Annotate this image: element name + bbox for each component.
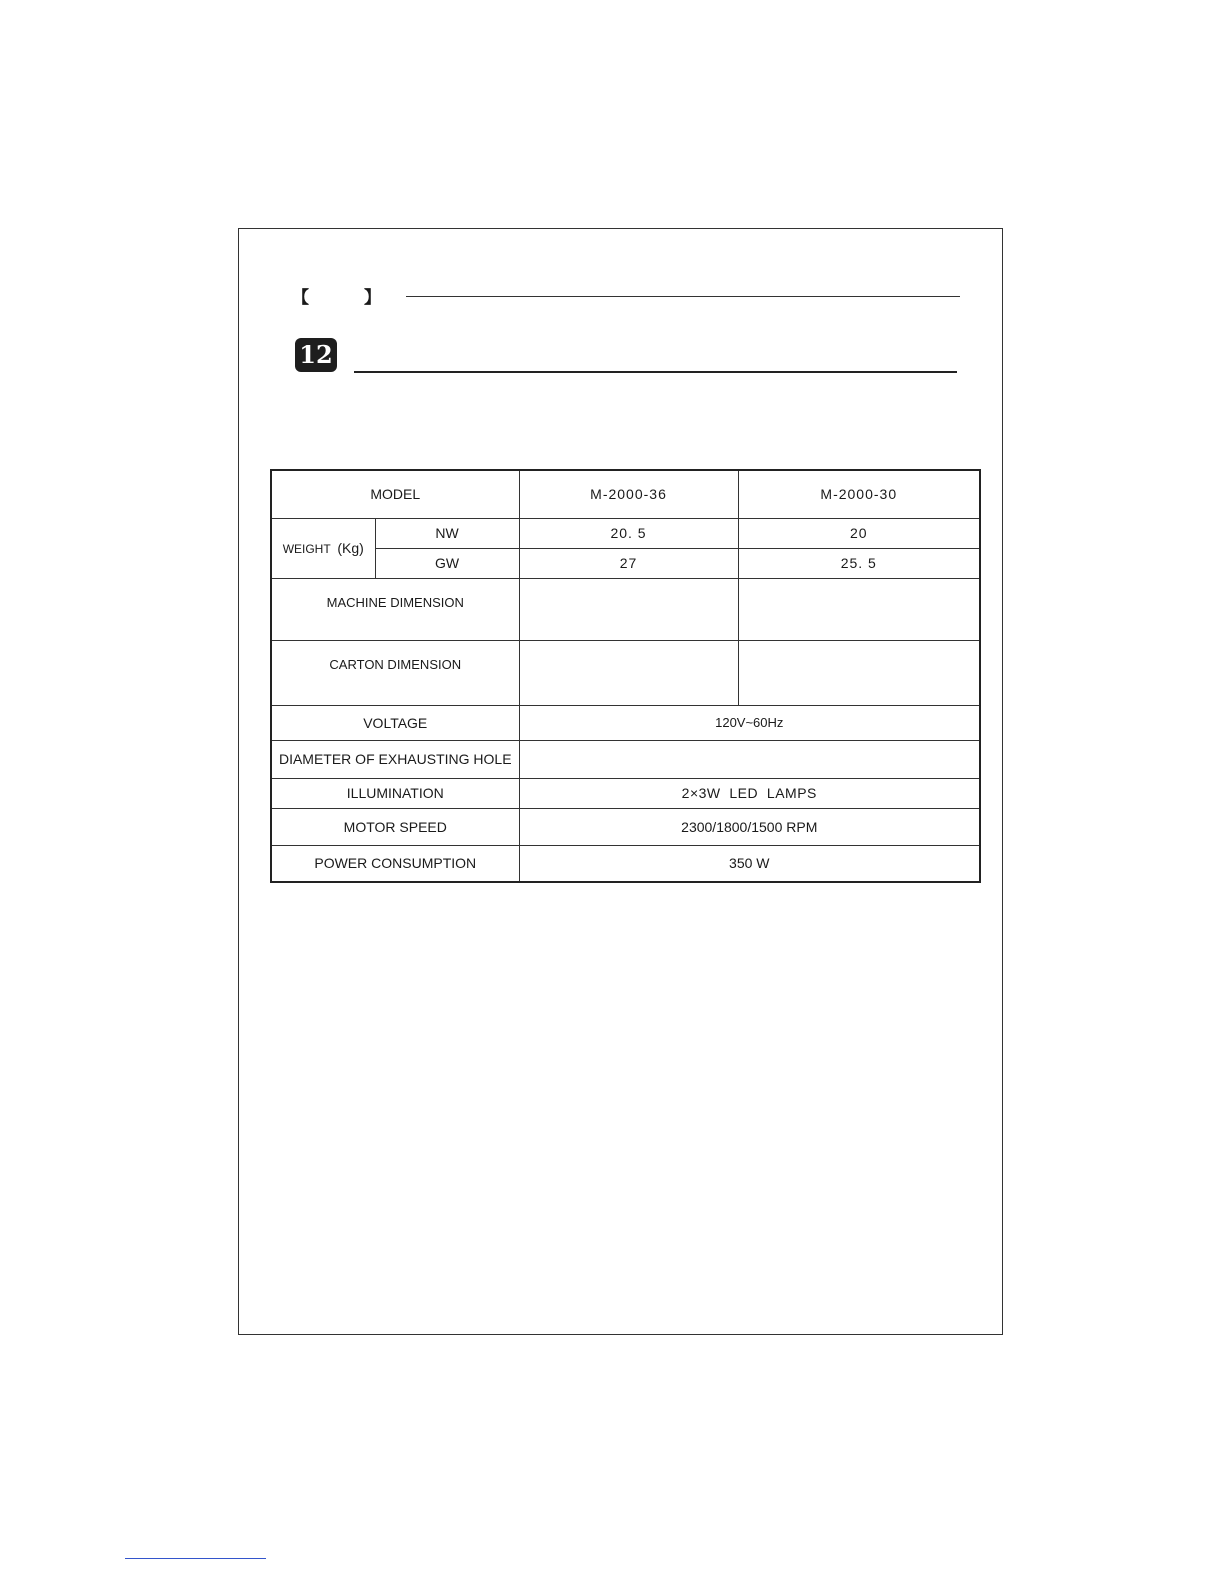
section-title-rule — [354, 371, 957, 373]
header-bracket-close: 】 — [364, 288, 381, 308]
illumination-value: 2×3W LED LAMPS — [519, 778, 980, 808]
spec-table — [270, 469, 981, 883]
weight-unit: (Kg) — [337, 540, 364, 556]
exhaust-hole-label: DIAMETER OF EXHAUSTING HOLE — [271, 740, 519, 778]
footnote-link-rule — [125, 1558, 266, 1559]
voltage-value: 120V~60Hz — [519, 705, 980, 740]
table-row-exhaust-hole — [271, 740, 980, 778]
voltage-label: VOLTAGE — [271, 705, 519, 740]
table-row-nw — [271, 518, 980, 548]
table-row-gw — [271, 548, 980, 578]
exhaust-hole-value — [519, 740, 980, 778]
machine-dimension-value-2 — [738, 578, 980, 640]
model-value-2: M-2000-30 — [738, 470, 980, 518]
table-row-voltage — [271, 705, 980, 740]
table-row-model — [271, 470, 980, 518]
table-row-machine-dimension — [271, 578, 980, 640]
motor-speed-value: 2300/1800/1500 RPM — [519, 808, 980, 845]
table-row-illumination — [271, 778, 980, 808]
table-row-motor-speed — [271, 808, 980, 845]
machine-dimension-value-1 — [519, 578, 738, 640]
gw-value-1: 27 — [519, 548, 738, 578]
gw-label: GW — [375, 548, 519, 578]
carton-dimension-value-2 — [738, 640, 980, 705]
model-label: MODEL — [271, 470, 519, 518]
nw-value-2: 20 — [738, 518, 980, 548]
machine-dimension-label: MACHINE DIMENSION — [271, 578, 519, 640]
weight-label-text: WEIGHT — [282, 542, 331, 556]
table-row-power — [271, 845, 980, 882]
nw-label: NW — [375, 518, 519, 548]
model-value-1: M-2000-36 — [519, 470, 738, 518]
section-number-badge: 12 — [295, 338, 337, 372]
illumination-label: ILLUMINATION — [271, 778, 519, 808]
weight-label — [271, 518, 375, 578]
header-bracket-open: 【 — [292, 288, 309, 308]
motor-speed-label: MOTOR SPEED — [271, 808, 519, 845]
carton-dimension-label: CARTON DIMENSION — [271, 640, 519, 705]
carton-dimension-value-1 — [519, 640, 738, 705]
power-value: 350 W — [519, 845, 980, 882]
gw-value-2: 25. 5 — [738, 548, 980, 578]
table-row-carton-dimension — [271, 640, 980, 705]
nw-value-1: 20. 5 — [519, 518, 738, 548]
power-label: POWER CONSUMPTION — [271, 845, 519, 882]
header-rule — [406, 296, 960, 297]
